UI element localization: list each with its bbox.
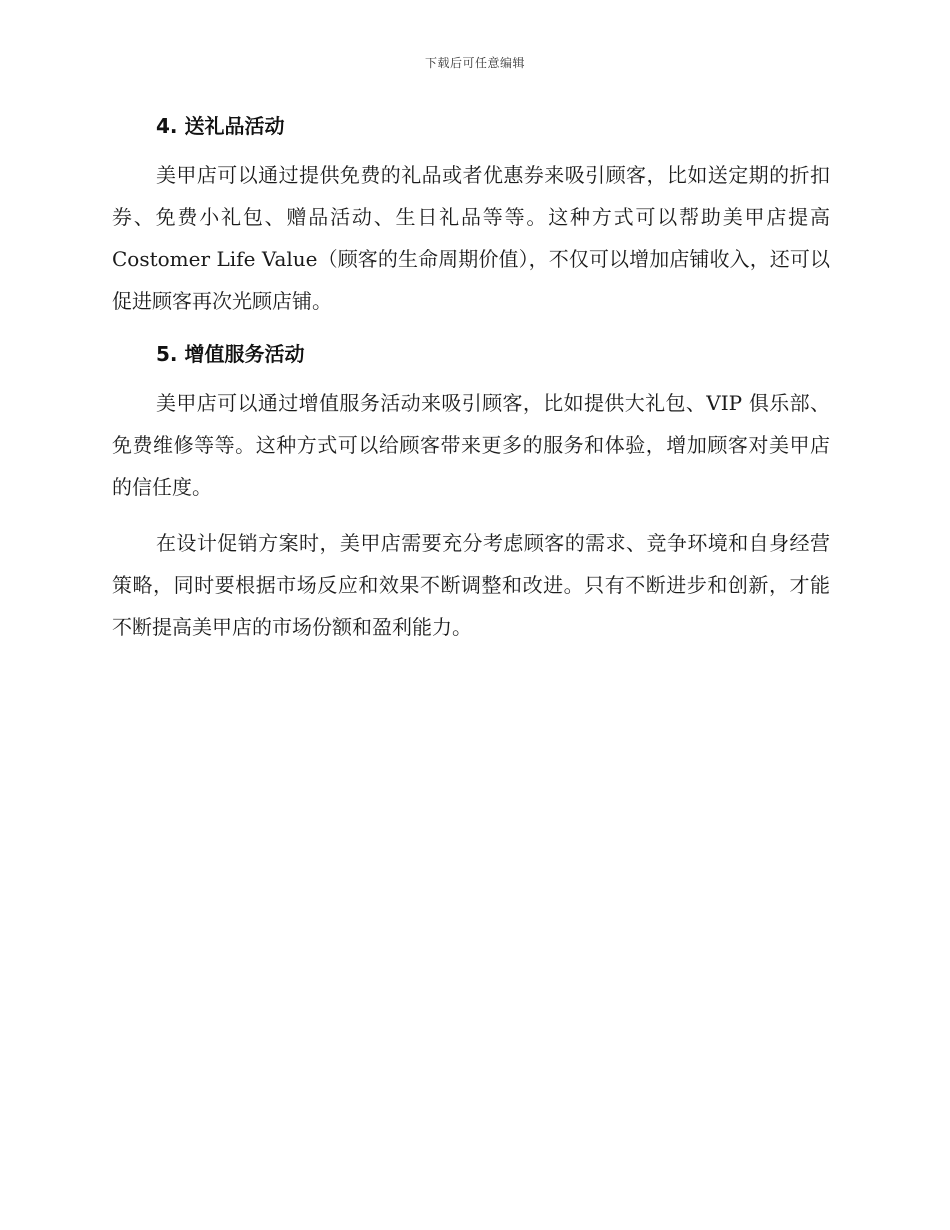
section-paragraph: 美甲店可以通过提供免费的礼品或者优惠券来吸引顾客，比如送定期的折扣券、免费小礼包、赠品活动、生日礼品等等。这种方式可以帮助美甲店提高 Costomer Life Value（顾客的生命周期价值），不仅可以增加店铺收入，还可以促进顾客再次光顾店铺。 (112, 163, 830, 313)
conclusion-paragraph: 在设计促销方案时，美甲店需要充分考虑顾客的需求、竞争环境和自身经营策略，同时要根据市场反应和效果不断调整和改进。只有不断进步和创新，才能不断提高美甲店的市场份额和盈利能力。 (112, 531, 830, 639)
page-header: 下载后可任意编辑 (424, 56, 525, 70)
section-heading: 5. 增值服务活动 (156, 342, 305, 366)
section-gift-activity (112, 108, 830, 322)
section-heading: 4. 送礼品活动 (156, 114, 285, 138)
document-body (112, 108, 830, 662)
section-paragraph: 美甲店可以通过增值服务活动来吸引顾客，比如提供大礼包、VIP 俱乐部、免费维修等等。这种方式可以给顾客带来更多的服务和体验，增加顾客对美甲店的信任度。 (112, 391, 830, 499)
section-value-added-service (112, 336, 830, 508)
